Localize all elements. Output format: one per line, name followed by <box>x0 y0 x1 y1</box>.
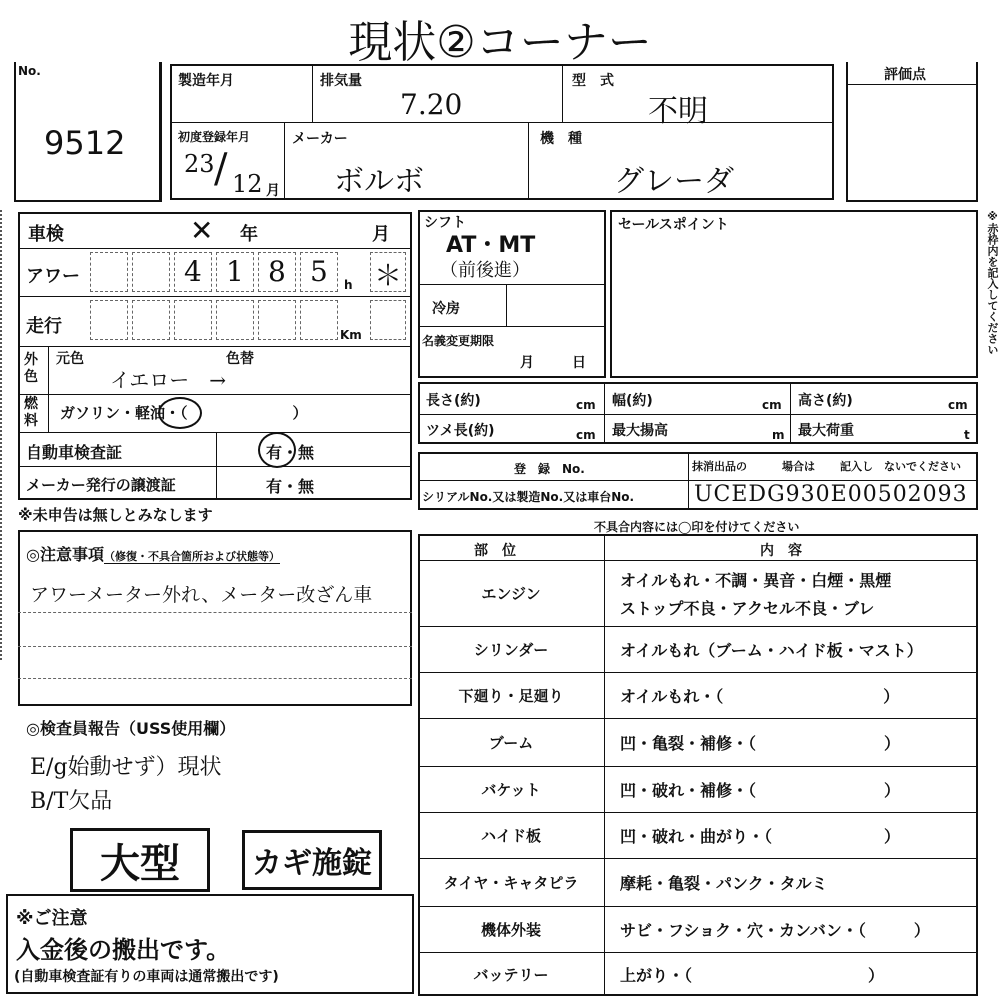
run-digit-cell <box>132 300 170 340</box>
defects-col-part: 部 位 <box>474 543 516 559</box>
machine-value: グレーダ <box>614 164 734 199</box>
maker-value: ボルボ <box>334 164 424 199</box>
defect-content[interactable]: オイルもれ（ブーム・ハイド板・マスト） <box>620 641 923 660</box>
run-digit-cell <box>258 300 296 340</box>
first-reg-slash: / <box>214 146 228 192</box>
page-title: 現状②コーナー <box>348 17 652 68</box>
stamp-key-locked: カギ施錠 <box>242 830 382 890</box>
cancel-label: 抹消出品の <box>692 460 747 473</box>
undeclared-note: ※未申告は無しとみなします <box>18 506 213 524</box>
no-value: 9512 <box>44 124 126 162</box>
run-digit-cell <box>174 300 212 340</box>
month-unit: 月 <box>372 224 390 245</box>
hour-digit-cell <box>258 252 296 292</box>
shift-label: シフト <box>424 215 466 231</box>
hour-digit-cell <box>300 252 338 292</box>
model-label: 型 式 <box>572 73 614 89</box>
run-digit-cell <box>90 300 128 340</box>
sales-point-label: セールスポイント <box>618 217 729 233</box>
first-reg-year: 23 <box>184 150 215 178</box>
serial-value: UCEDG930E00502093 <box>694 482 968 507</box>
name-change-label: 名義変更期限 <box>422 334 495 348</box>
hour-digit: 1 <box>226 255 244 288</box>
hour-digit-cell <box>174 252 212 292</box>
tusme-unit: cm <box>576 428 596 442</box>
inspector-label: ◎検査員報告（USS使用欄） <box>26 719 236 738</box>
max-lift-label: 最大揚高 <box>612 423 668 439</box>
first-reg-label: 初度登録年月 <box>178 130 251 144</box>
first-reg-month: 12 <box>232 170 263 198</box>
hour-digit: 8 <box>268 255 286 288</box>
max-load-unit: t <box>964 428 970 442</box>
max-lift-unit: m <box>772 428 785 442</box>
color-value: イエロー → <box>110 368 226 392</box>
shaken-label: 車検 <box>28 224 64 245</box>
inspection-label: 自動車検査証 <box>26 443 123 462</box>
please-label: ないでください <box>884 460 961 473</box>
reg-no-label: 登 録 No. <box>514 462 585 476</box>
maker-label: メーカー <box>292 131 348 147</box>
displacement-value: 7.20 <box>400 88 463 121</box>
defect-part: エンジン <box>481 585 541 603</box>
shaken-value: ✕ <box>190 214 214 247</box>
width-unit: cm <box>762 398 782 412</box>
first-reg-month-unit: 月 <box>266 183 280 199</box>
defects-header-note: 不具合内容には◯印を付けてください <box>594 520 800 534</box>
hour-digit-cell <box>216 252 254 292</box>
name-change-month: 月 <box>520 355 534 371</box>
caution-text: アワーメーター外れ、メーター改ざん車 <box>30 584 373 606</box>
hour-mark: ＊ <box>374 259 403 292</box>
shift-direction: （前後進） <box>440 260 530 281</box>
defect-content[interactable]: 凹・破れ・曲がり・（ ） <box>620 827 901 846</box>
model-value: 不明 <box>648 94 708 129</box>
aircon-label: 冷房 <box>432 301 460 317</box>
defect-part: ハイド板 <box>480 827 541 845</box>
defect-content[interactable]: 摩耗・亀裂・パンク・タルミ <box>620 874 828 893</box>
max-load-label: 最大荷重 <box>798 423 854 439</box>
inspector-line2: B/T欠品 <box>30 789 113 814</box>
hour-unit: h <box>344 278 353 292</box>
defect-part: 機体外装 <box>480 921 541 939</box>
fuel-side-label: 燃料 <box>24 396 38 429</box>
defect-part: タイヤ・キャタピラ <box>443 874 579 892</box>
caution-label: ◎注意事項（修復・不具合箇所および状態等） <box>26 545 280 564</box>
hour-label: アワー <box>26 266 80 287</box>
notice-sub: (自動車検査証有りの車両は通常搬出です) <box>14 969 279 985</box>
mfg-year-label: 製造年月 <box>178 73 234 89</box>
defects-col-content: 内 容 <box>760 543 802 559</box>
length-label: 長さ(約) <box>426 393 481 409</box>
sales-point-box <box>610 210 978 378</box>
left-edge-marks <box>0 210 12 660</box>
run-digit-cell <box>300 300 338 340</box>
defect-part: シリンダー <box>473 641 549 659</box>
side-note: ※赤枠内を記入してください <box>986 210 999 355</box>
width-label: 幅(約) <box>612 393 653 409</box>
color-change-label: 色替 <box>226 351 254 367</box>
fill-label: 記入し <box>840 460 873 473</box>
hour-digit-cell <box>90 252 128 292</box>
tusme-label: ツメ長(約) <box>426 423 495 439</box>
defect-content-line2[interactable]: ストップ不良・アクセル不良・ブレ <box>620 599 875 618</box>
defect-part: バケット <box>481 781 541 799</box>
notice-main: 入金後の搬出です。 <box>16 936 231 964</box>
color-orig-label: 元色 <box>56 351 84 367</box>
defect-part: ブーム <box>488 734 534 752</box>
defect-content[interactable]: サビ・フショク・穴・カンバン・（ ） <box>620 921 930 940</box>
color-side-label: 外色 <box>24 352 38 385</box>
case-label: 場合は <box>782 460 815 473</box>
defect-content[interactable]: 凹・亀裂・補修・（ ） <box>620 734 901 753</box>
machine-label: 機 種 <box>540 131 582 147</box>
inspection-selected-circle <box>258 432 296 468</box>
run-unit: Km <box>340 328 362 342</box>
serial-label: シリアルNo.又は製造No.又は車台No. <box>422 490 635 504</box>
year-unit: 年 <box>240 224 258 245</box>
transfer-options: 有・無 <box>266 477 315 496</box>
inspector-line1: E/g始動せず）現状 <box>30 755 222 780</box>
run-digit-cell <box>216 300 254 340</box>
at-mt: AT・MT <box>446 233 536 258</box>
defect-content[interactable]: 凹・破れ・補修・（ ） <box>620 781 901 800</box>
no-label: No. <box>18 64 41 78</box>
height-label: 高さ(約) <box>798 393 853 409</box>
defect-content[interactable]: オイルもれ・（ ） <box>620 687 900 706</box>
hour-digit: 4 <box>184 255 202 288</box>
defect-content[interactable]: 上がり・（ ） <box>620 966 885 985</box>
stamp-large: 大型 <box>70 828 210 892</box>
name-change-day: 日 <box>572 355 586 371</box>
defect-part: バッテリー <box>473 966 549 984</box>
hour-digit-cell <box>132 252 170 292</box>
transfer-label: メーカー発行の譲渡証 <box>26 476 176 494</box>
eval-label: 評価点 <box>884 67 926 83</box>
fuel-selected-circle <box>158 397 202 429</box>
height-unit: cm <box>948 398 968 412</box>
run-extra-cell <box>370 300 406 340</box>
dims-box <box>418 382 978 444</box>
defect-content[interactable]: オイルもれ・不調・異音・白煙・黒煙 <box>620 571 892 590</box>
length-unit: cm <box>576 398 596 412</box>
hour-digit: 5 <box>310 255 328 288</box>
displacement-label: 排気量 <box>320 73 362 89</box>
notice-title: ※ご注意 <box>16 908 88 929</box>
fuel-options: ガソリン・軽油・（ ） <box>60 404 308 422</box>
inspection-options: 有・無 <box>266 443 315 462</box>
run-label: 走行 <box>26 316 62 337</box>
defect-part: 下廻り・足廻り <box>458 687 564 705</box>
